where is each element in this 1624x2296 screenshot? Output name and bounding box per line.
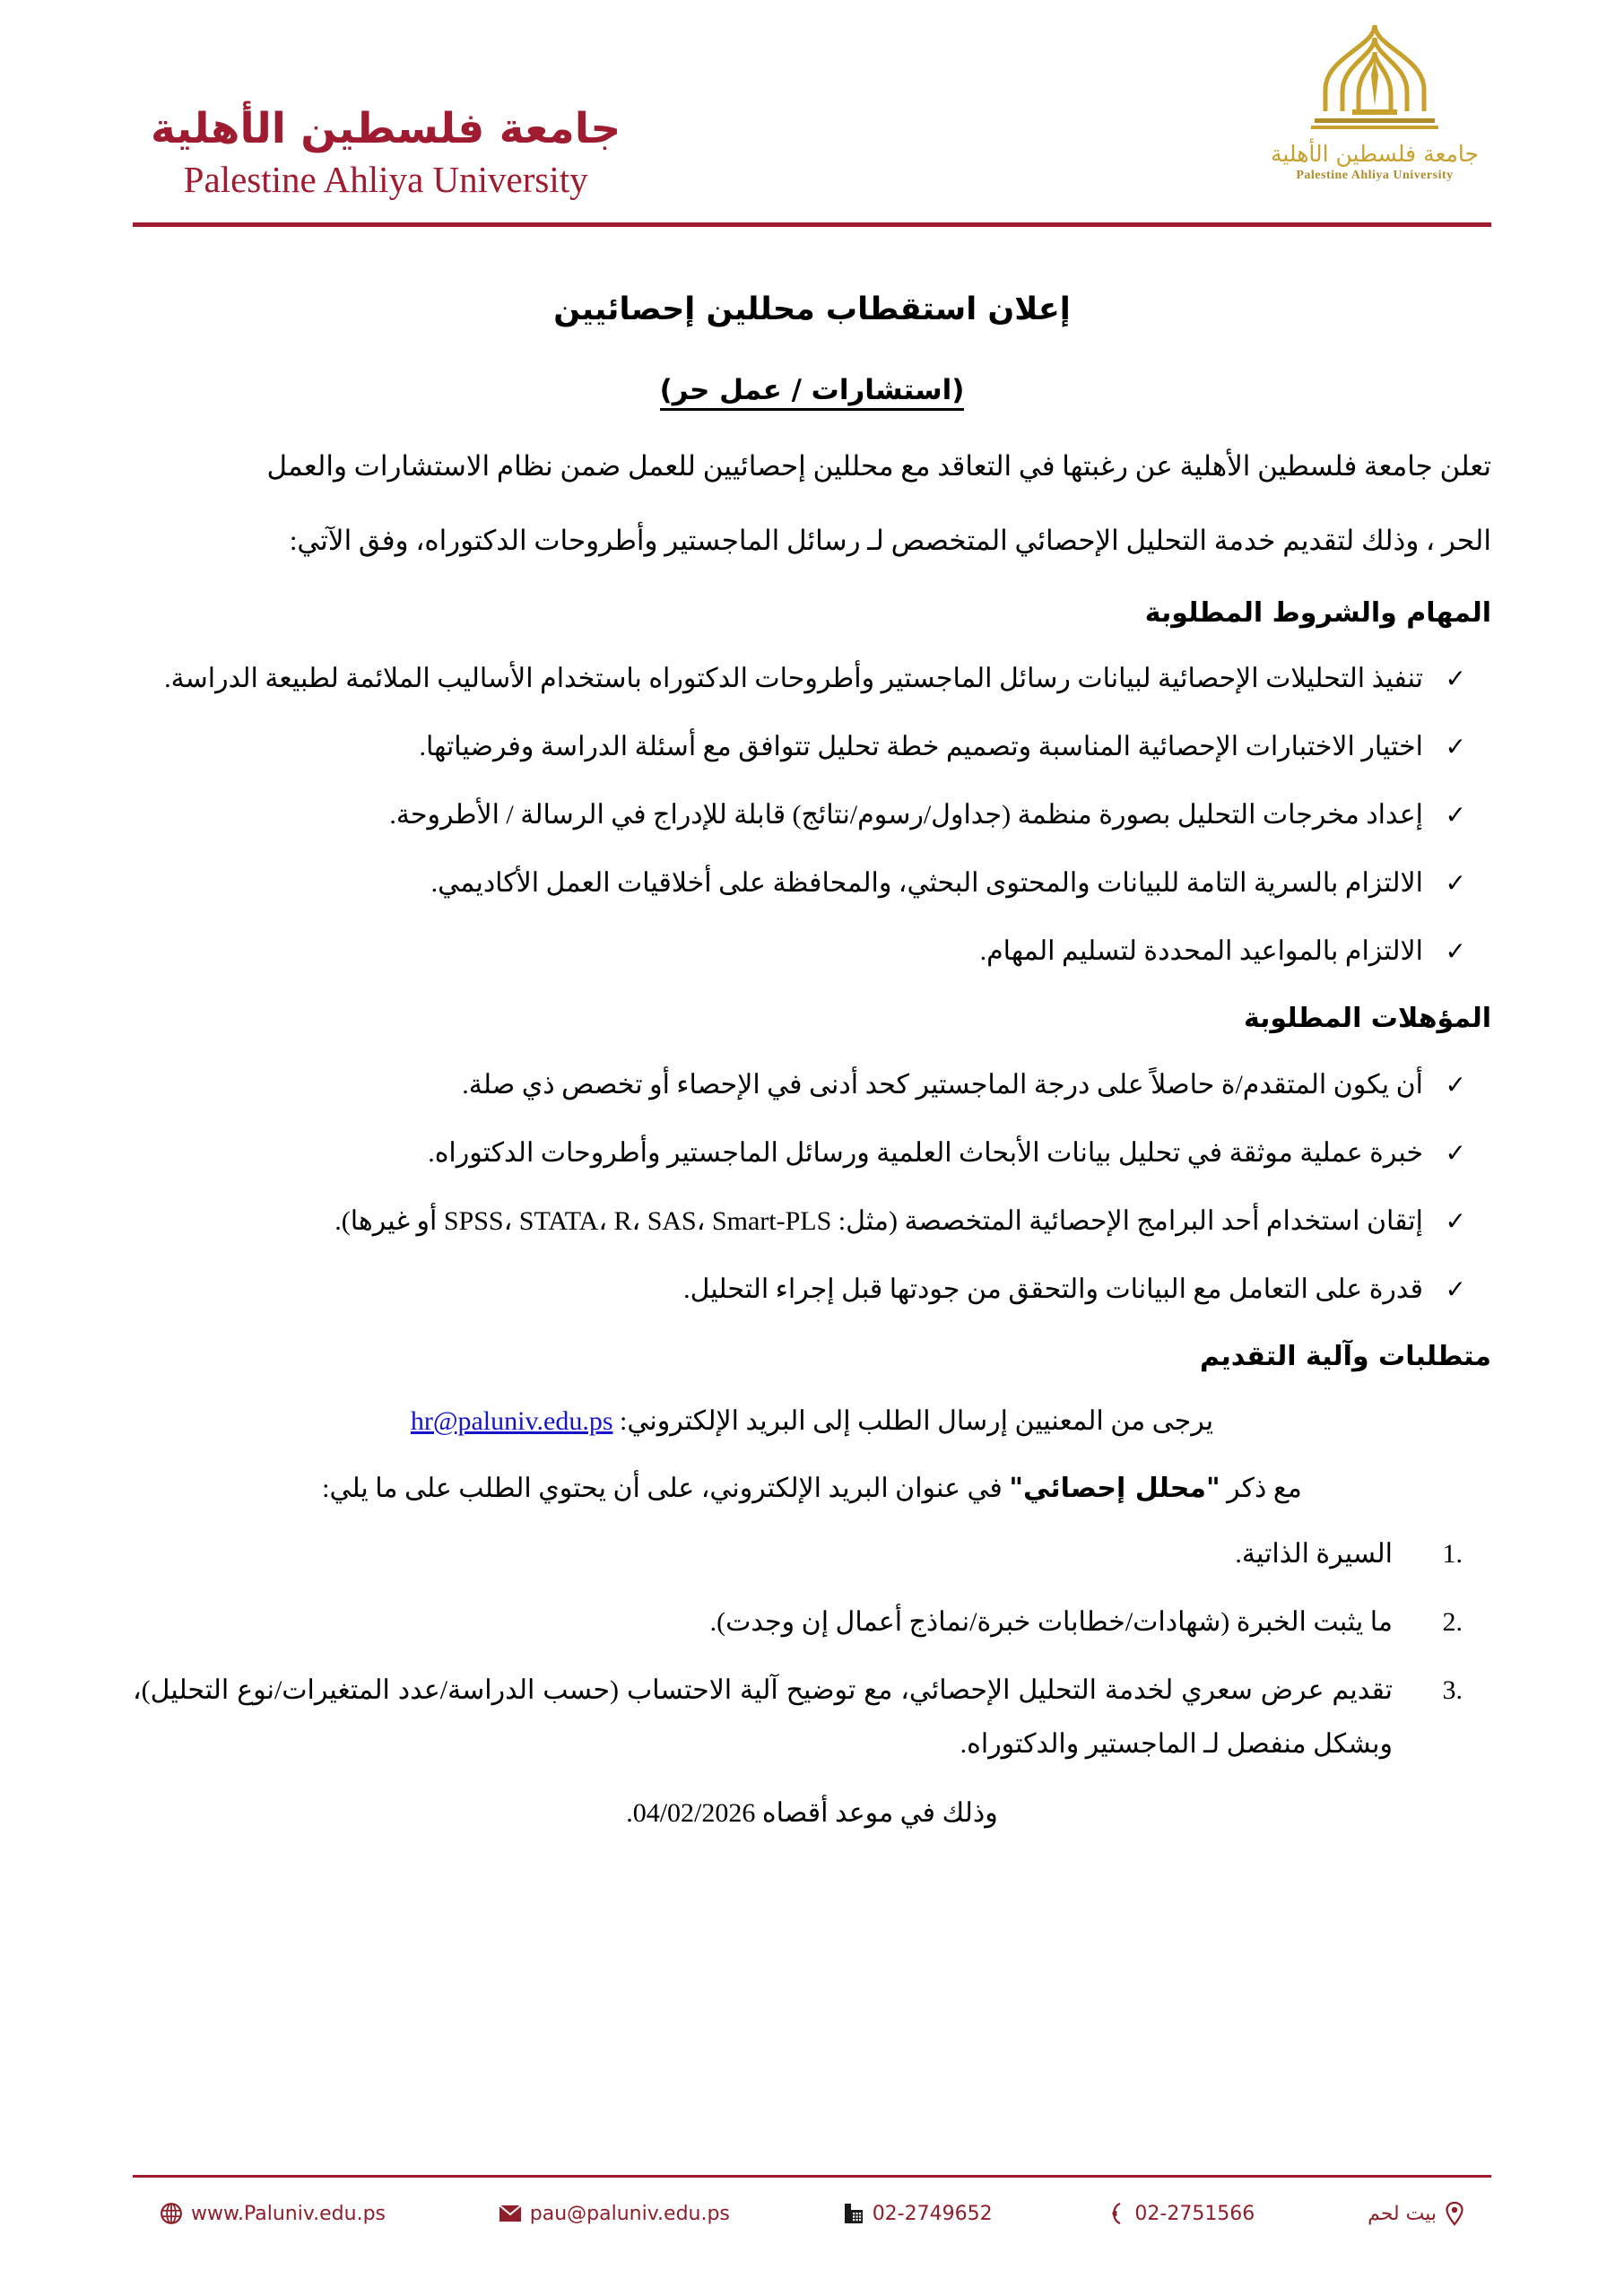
footer-website-text: www.Paluniv.edu.ps: [191, 2202, 386, 2225]
document-body: [133, 227, 1491, 1840]
list-item: [133, 1263, 1466, 1317]
list-item: [133, 1058, 1466, 1112]
footer-fax: [843, 2202, 993, 2225]
list-item-text: تنفيذ التحليلات الإحصائية لبيانات رسائل الماجستير وأطروحات الدكتوراه باستخدام الأساليب الملائمة لطبيعة الدراسة.: [164, 664, 1423, 694]
intro-paragraph-line-1: تعلن جامعة فلسطين الأهلية عن رغبتها في التعاقد مع محللين إحصائيين للعمل ضمن نظام الاستشارات والعمل: [266, 449, 1491, 482]
list-item: [133, 1195, 1466, 1248]
check-icon: ✓: [1445, 1137, 1466, 1168]
check-icon: ✓: [1445, 1205, 1466, 1236]
page-subtitle: [133, 363, 1491, 417]
check-icon: ✓: [1445, 800, 1466, 831]
list-item-text: أن يكون المتقدم/ة حاصلاً على درجة الماجستير كحد أدنى في الإحصاء أو تخصص ذي صلة.: [462, 1069, 1423, 1100]
deadline-suffix: .: [626, 1798, 633, 1829]
check-icon: ✓: [1445, 868, 1466, 899]
apply-email-line: [133, 1396, 1491, 1448]
tasks-section-heading: المهام والشروط المطلوبة: [1144, 596, 1491, 629]
hr-email-link[interactable]: hr@paluniv.edu.ps: [410, 1406, 613, 1437]
footer-fax-text: 02-2749652: [872, 2202, 993, 2225]
footer-location: [1368, 2201, 1464, 2226]
list-item-text: خبرة عملية موثقة في تحليل بيانات الأبحاث العلمية ورسائل الماجستير وأطروحات الدكتوراه.: [428, 1137, 1423, 1168]
footer-website[interactable]: [160, 2202, 386, 2225]
map-pin-icon: [1445, 2201, 1464, 2226]
subject-keyword: "محلل إحصائي": [1009, 1472, 1220, 1504]
university-logo: [1258, 0, 1491, 183]
deadline-date: 04/02/2026: [632, 1798, 756, 1829]
apply-section-heading: متطلبات وآلية التقديم: [1200, 1340, 1491, 1372]
list-item: [133, 857, 1466, 910]
list-item: [133, 652, 1466, 706]
page-title: إعلان استقطاب محللين إحصائيين: [553, 291, 1071, 327]
footer-phone-text: 02-2751566: [1134, 2202, 1255, 2225]
logo-label-arabic: جامعة فلسطين الأهلية: [1270, 141, 1480, 167]
list-item-text: الالتزام بالمواعيد المحددة لتسليم المهام.: [979, 936, 1423, 967]
envelope-icon: [499, 2205, 522, 2222]
dome-logo-icon: [1290, 20, 1460, 135]
qualifications-section-heading: المؤهلات المطلوبة: [1243, 1003, 1491, 1035]
logo-label-english: Palestine Ahliya University: [1296, 169, 1454, 182]
check-icon: ✓: [1445, 732, 1466, 762]
document-footer: [133, 2175, 1491, 2226]
footer-contact-bar: [133, 2201, 1491, 2226]
list-item: [133, 1527, 1393, 1581]
check-icon: ✓: [1445, 1069, 1466, 1100]
list-item-text: قدرة على التعامل مع البيانات والتحقق من جودتها قبل إجراء التحليل.: [683, 1274, 1423, 1304]
list-item: [133, 925, 1466, 978]
list-item: [133, 1664, 1393, 1771]
brand-name-english: Palestine Ahliya University: [183, 158, 588, 200]
footer-email[interactable]: [499, 2203, 730, 2225]
requirements-list: [133, 1527, 1491, 1771]
page-subtitle-text: (استشارات / عمل حر): [660, 374, 965, 411]
list-item: [133, 1596, 1393, 1649]
brand-name-arabic: جامعة فلسطين الأهلية: [151, 104, 621, 153]
university-brand: [133, 0, 621, 201]
globe-icon: [160, 2202, 183, 2225]
check-icon: ✓: [1445, 936, 1466, 967]
footer-location-text: بيت لحم: [1368, 2202, 1437, 2225]
footer-phone: [1105, 2202, 1255, 2225]
subject-suffix: في عنوان البريد الإلكتروني، على أن يحتوي الطلب على ما يلي:: [322, 1473, 1003, 1503]
intro-paragraph-line-2: الحر ، وذلك لتقديم خدمة التحليل الإحصائي المتخصص لـ رسائل الماجستير وأطروحات الدكتوراه، وفق الآتي:: [289, 525, 1491, 557]
list-item: [133, 788, 1466, 842]
tasks-list: [133, 652, 1491, 978]
deadline-label: وذلك في موعد أقصاه: [761, 1798, 998, 1829]
document-header: [133, 0, 1491, 215]
list-item-text: إتقان استخدام أحد البرامج الإحصائية المتخصصة (مثل: SPSS، STATA، R، SAS، Smart-PLS أو غيرها).: [334, 1205, 1423, 1236]
phone-icon: [1105, 2202, 1126, 2225]
footer-divider: [133, 2175, 1491, 2178]
list-item: [133, 720, 1466, 774]
footer-email-text: pau@paluniv.edu.ps: [529, 2202, 730, 2225]
list-item: [133, 1126, 1466, 1180]
subject-prefix: مع ذكر: [1227, 1473, 1302, 1503]
list-item-text: تقديم عرض سعري لخدمة التحليل الإحصائي، مع توضيح آلية الاحتساب (حسب الدراسة/عدد المتغيرات/نوع التحليل)، وبشكل منفصل لـ الماجستير والدكتوراه.: [133, 1675, 1393, 1760]
subject-line: [133, 1463, 1491, 1516]
list-item-text: إعداد مخرجات التحليل بصورة منظمة (جداول/رسوم/نتائج) قابلة للإدراج في الرسالة / الأطروحة.: [389, 800, 1423, 831]
list-item-text: ما يثبت الخبرة (شهادات/خطابات خبرة/نماذج أعمال إن وجدت).: [709, 1607, 1393, 1638]
list-item-text: الالتزام بالسرية التامة للبيانات والمحتوى البحثي، والمحافظة على أخلاقيات العمل الأكاديمي.: [430, 868, 1423, 899]
qualifications-list: [133, 1058, 1491, 1317]
list-item-text: اختيار الاختبارات الإحصائية المناسبة وتصميم خطة تحليل تتوافق مع أسئلة الدراسة وفرضياتها.: [419, 732, 1423, 762]
check-icon: ✓: [1445, 664, 1466, 694]
apply-email-label: يرجى من المعنيين إرسال الطلب إلى البريد الإلكتروني:: [620, 1406, 1214, 1437]
fax-icon: [843, 2202, 864, 2225]
deadline-line: [133, 1787, 1491, 1840]
list-item-text: السيرة الذاتية.: [1235, 1539, 1393, 1570]
check-icon: ✓: [1445, 1274, 1466, 1304]
